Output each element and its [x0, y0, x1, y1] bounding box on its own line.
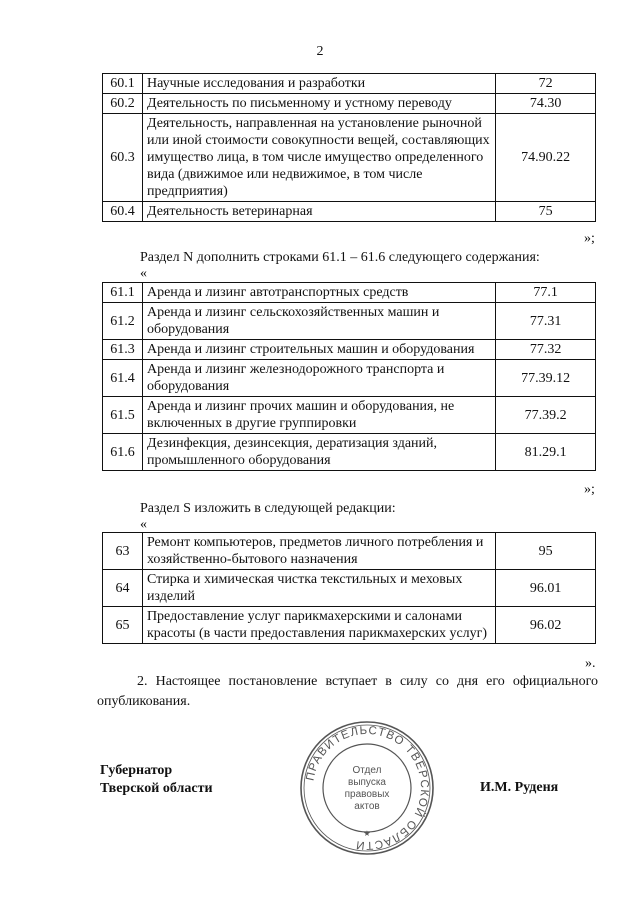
activities-table-1 — [102, 73, 596, 222]
stamp-line: выпуска — [348, 777, 386, 788]
row-number: 61.3 — [103, 340, 143, 360]
row-number: 61.2 — [103, 303, 143, 340]
row-code: 74.30 — [496, 94, 596, 114]
activities-table-2 — [102, 282, 596, 471]
official-stamp — [297, 718, 437, 863]
table-row — [103, 397, 596, 434]
row-number: 61.6 — [103, 434, 143, 471]
row-description: Ремонт компьютеров, предметов личного потребления и хозяйственно-бытового назначения — [142, 533, 495, 570]
row-number: 63 — [103, 533, 143, 570]
row-description: Аренда и лизинг сельскохозяйственных машин и оборудования — [142, 303, 495, 340]
row-code: 77.31 — [496, 303, 596, 340]
row-description: Аренда и лизинг автотранспортных средств — [142, 283, 495, 303]
closing-quote: ». — [585, 656, 596, 671]
activities-table-3 — [102, 532, 596, 644]
table-row — [103, 74, 596, 94]
row-number: 60.2 — [103, 94, 143, 114]
stamp-ring-text: ПРАВИТЕЛЬСТВО ТВЕРСКОЙ ОБЛАСТИ — [304, 724, 431, 852]
row-description: Деятельность, направленная на установление рыночной или иной стоимости совокупности вещей, составляющих имущество лица, в том числе имущество определенного вида (движимое или недвижимое, в том числе предприятия) — [142, 114, 495, 202]
row-code: 81.29.1 — [496, 434, 596, 471]
row-code: 96.01 — [496, 570, 596, 607]
table-row — [103, 283, 596, 303]
row-number: 65 — [103, 607, 143, 644]
opening-quote: « — [140, 266, 147, 281]
table-row — [103, 303, 596, 340]
row-description: Предоставление услуг парикмахерскими и салонами красоты (в части предоставления парикмахерских услуг) — [142, 607, 495, 644]
signer-title — [100, 762, 213, 798]
effective-date-paragraph: 2. Настоящее постановление вступает в силу со дня его официального опубликования. — [97, 674, 598, 709]
table-row — [103, 360, 596, 397]
table-row — [103, 533, 596, 570]
row-number: 61.4 — [103, 360, 143, 397]
signer-name: И.М. Руденя — [480, 780, 559, 795]
closing-quote: »; — [584, 482, 595, 497]
stamp-seal-icon — [297, 718, 437, 858]
stamp-line: правовых — [344, 789, 390, 800]
table-row — [103, 114, 596, 202]
page-number: 2 — [316, 44, 324, 59]
row-description: Дезинфекция, дезинсекция, дератизация зданий, промышленного оборудования — [142, 434, 495, 471]
row-description: Деятельность ветеринарная — [142, 202, 495, 222]
row-code: 77.39.12 — [496, 360, 596, 397]
row-code: 77.39.2 — [496, 397, 596, 434]
row-number: 64 — [103, 570, 143, 607]
row-code: 77.32 — [496, 340, 596, 360]
table-row — [103, 434, 596, 471]
row-description: Аренда и лизинг прочих машин и оборудования, не включенных в другие группировки — [142, 397, 495, 434]
row-number: 60.1 — [103, 74, 143, 94]
opening-quote: « — [140, 517, 147, 532]
stamp-line: Отдел — [352, 765, 382, 776]
row-code: 96.02 — [496, 607, 596, 644]
row-number: 61.5 — [103, 397, 143, 434]
row-description: Аренда и лизинг строительных машин и оборудования — [142, 340, 495, 360]
row-number: 60.3 — [103, 114, 143, 202]
table-row — [103, 607, 596, 644]
signer-title-line: Губернатор — [100, 763, 173, 778]
table-row — [103, 94, 596, 114]
section-s-instruction: Раздел S изложить в следующей редакции: — [140, 501, 396, 516]
closing-quote: »; — [584, 231, 595, 246]
stamp-line: актов — [354, 801, 380, 812]
svg-text:★: ★ — [363, 829, 371, 838]
row-code: 74.90.22 — [496, 114, 596, 202]
row-code: 72 — [496, 74, 596, 94]
row-description: Научные исследования и разработки — [142, 74, 495, 94]
signer-title-line: Тверской области — [100, 781, 213, 796]
row-number: 60.4 — [103, 202, 143, 222]
row-description: Деятельность по письменному и устному переводу — [142, 94, 495, 114]
table-row — [103, 202, 596, 222]
row-description: Аренда и лизинг железнодорожного транспорта и оборудования — [142, 360, 495, 397]
row-code: 75 — [496, 202, 596, 222]
row-description: Стирка и химическая чистка текстильных и меховых изделий — [142, 570, 495, 607]
row-number: 61.1 — [103, 283, 143, 303]
row-code: 95 — [496, 533, 596, 570]
row-code: 77.1 — [496, 283, 596, 303]
table-row — [103, 340, 596, 360]
table-row — [103, 570, 596, 607]
section-n-instruction: Раздел N дополнить строками 61.1 – 61.6 следующего содержания: — [140, 250, 540, 265]
